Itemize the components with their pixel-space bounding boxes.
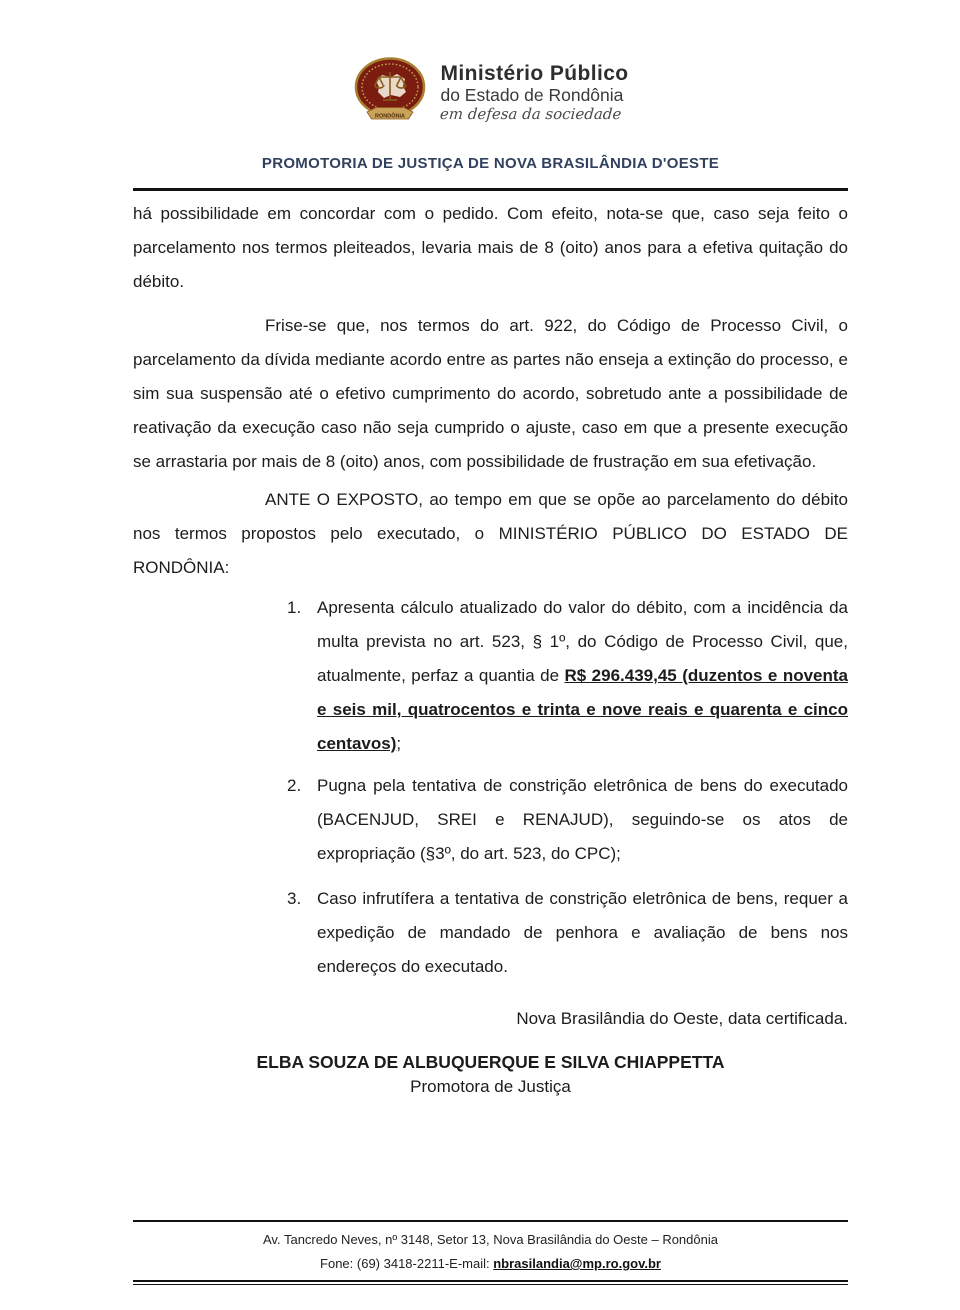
document-body [133, 197, 848, 1097]
footer-email-link[interactable]: nbrasilandia@mp.ro.gov.br [493, 1256, 661, 1271]
list-item-text [317, 882, 848, 984]
signature-name: ELBA SOUZA DE ALBUQUERQUE E SILVA CHIAPPETTA [256, 1052, 725, 1072]
footer-top-divider [133, 1220, 848, 1271]
date-place-line: Nova Brasilândia do Oeste, data certificada. [516, 1009, 848, 1028]
org-name-line2: do Estado de Rondônia [440, 84, 624, 105]
list-item-text [317, 591, 848, 761]
list-item [287, 882, 848, 984]
list-item-number: 3. [287, 889, 302, 908]
org-motto: em defesa da sociedade [439, 104, 623, 123]
document-header [133, 55, 848, 191]
promotoria-title: PROMOTORIA DE JUSTIÇA DE NOVA BRASILÂNDIA D'OESTE [261, 155, 720, 172]
list-item-number: 1. [287, 598, 302, 617]
footer-address: Av. Tancredo Neves, nº 3148, Setor 13, Nova Brasilândia do Oeste – Rondônia [263, 1232, 718, 1247]
list-item-text-before: Caso infrutífera a tentativa de constrição eletrônica de bens, requer a expedição de mandado de penhora e avaliação de bens nos endereços do executado. [317, 889, 848, 976]
requests-list [287, 591, 848, 984]
paragraph-ante-o-exposto: ANTE O EXPOSTO, ao tempo em que se opõe ao parcelamento do débito nos termos propostos pelo executado, o MINISTÉRIO PÚBLICO DO ESTADO DE RONDÔNIA: [133, 490, 848, 577]
emblem-banner-text: RONDÔNIA [375, 113, 406, 120]
footer-contact-line [133, 1256, 848, 1271]
paragraph-continuation: há possibilidade em concordar com o pedido. Com efeito, nota-se que, caso seja feito o parcelamento nos termos pleiteados, levaria mais de 8 (oito) anos para a efetiva quitação do débito. [133, 204, 848, 291]
signature-role: Promotora de Justiça [410, 1077, 571, 1096]
footer-bottom-divider [133, 1280, 848, 1285]
scales-of-justice-emblem-icon [352, 57, 428, 127]
mp-logo [133, 55, 848, 129]
paragraph-frise-se: Frise-se que, nos termos do art. 922, do Código de Processo Civil, o parcelamento da dívida mediante acordo entre as partes não enseja a extinção do processo, e sim sua suspensão até o efetivo cumprimento do acordo, sobretudo ante a possibilidade de reativação da execução caso não seja cumprido o ajuste, caso em que a presente execução se arrastaria por mais de 8 (oito) anos, com possibilidade de frustração em sua efetivação. [133, 316, 848, 471]
list-item [287, 591, 848, 761]
list-item-number: 2. [287, 776, 302, 795]
org-name-block [440, 62, 628, 123]
list-item-text-before: Pugna pela tentativa de constrição eletrônica de bens do executado (BACENJUD, SREI e RENAJUD), seguindo-se os atos de expropriação (§3º, do art. 523, do CPC); [317, 776, 848, 863]
list-item-text-before: Apresenta cálculo atualizado do valor do débito, com a incidência da multa prevista no art. 523, § 1º, do Código de Processo Civil, que, atualmente, perfaz a quantia de [317, 598, 848, 685]
debt-amount-highlight: R$ 296.439,45 (duzentos e noventa e seis mil, quatrocentos e trinta e nove reais e quarenta e cinco centavos) [317, 666, 849, 753]
list-item-text-after: ; [396, 734, 402, 753]
org-name-line1: Ministério Público [440, 61, 629, 85]
footer-phone-email-label: Fone: (69) 3418-2211-E-mail: [320, 1256, 494, 1271]
header-divider [133, 188, 848, 191]
list-item [287, 769, 848, 871]
document-footer [133, 1220, 848, 1285]
list-item-text [317, 769, 848, 871]
